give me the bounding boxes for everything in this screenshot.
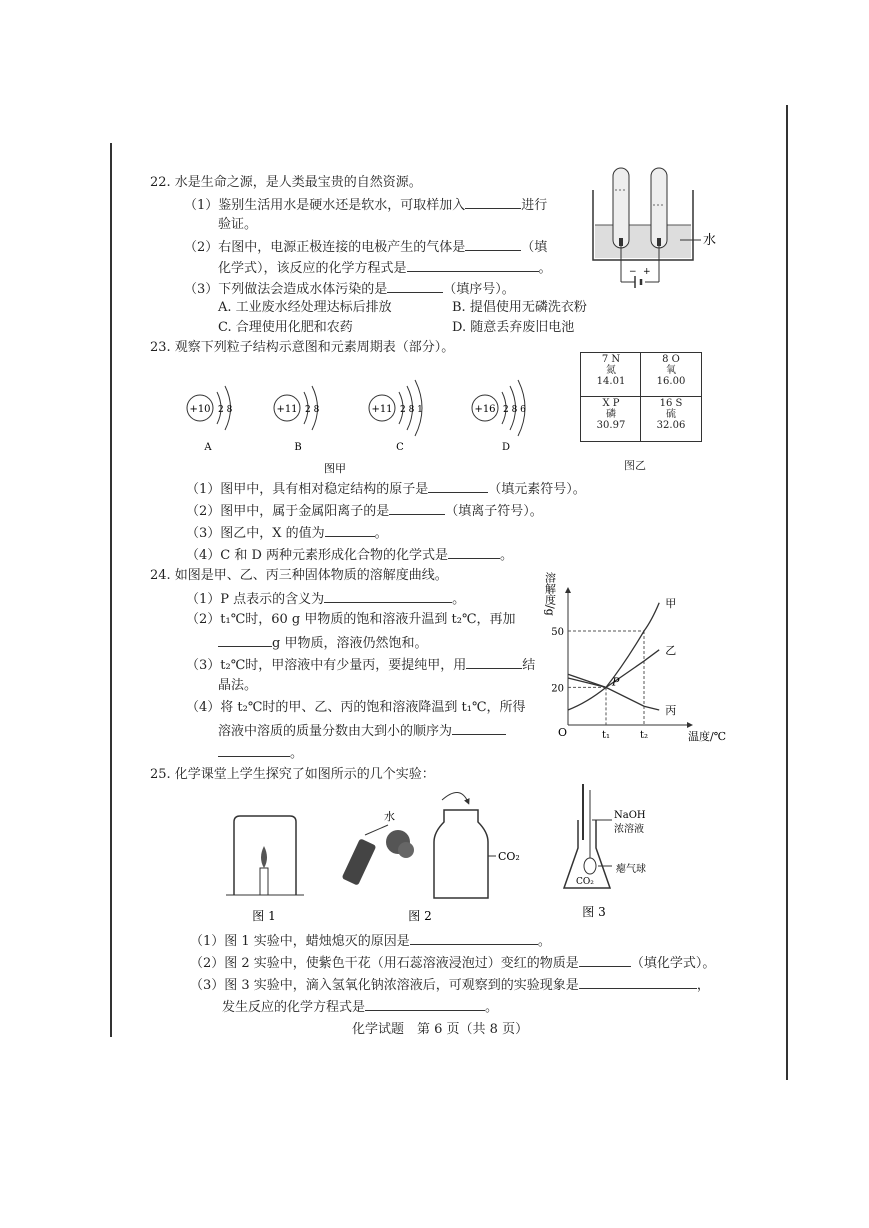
q22-part1: （1）鉴别生活用水是硬水还是软水，可取样加入 进行: [184, 198, 548, 213]
svg-text:2 8: 2 8: [218, 405, 233, 415]
svg-text:C: C: [396, 442, 404, 453]
q23-blank-1[interactable]: [428, 480, 488, 493]
q22-blank-3[interactable]: [407, 259, 539, 272]
fig-jia-label: 图甲: [324, 462, 346, 475]
atom-structure-diagrams: [170, 378, 550, 478]
point-p-label: P: [612, 675, 620, 689]
svg-text:2 8: 2 8: [305, 405, 320, 415]
x-tick-1: t₁: [601, 730, 611, 741]
periodic-table: [580, 352, 702, 442]
q24-part3: （3）t₂℃时，甲溶液中有少量丙，要提纯甲，用 结: [186, 658, 536, 673]
svg-text:A: A: [204, 442, 212, 453]
q25-blank-2[interactable]: [579, 954, 631, 967]
q24-part3-cont: 晶法。: [218, 678, 258, 693]
svg-text:2 8 6: 2 8 6: [503, 405, 526, 415]
q23-blank-3[interactable]: [325, 524, 375, 537]
q22-blank-4[interactable]: [387, 280, 443, 293]
series-label-2: 乙: [665, 643, 677, 657]
q24-part2: （2）t₁℃时，60 g 甲物质的饱和溶液升温到 t₂℃，再加: [186, 612, 516, 627]
q23-part2: （2）图甲中，属于金属阳离子的是 （填离子符号）。: [186, 504, 543, 519]
q22-option-b: B. 提倡使用无磷洗衣粉: [452, 300, 587, 315]
right-margin-line: [786, 105, 788, 1080]
q24-blank-4[interactable]: [452, 722, 506, 735]
fig2-co2-bottle: [342, 792, 520, 923]
svg-text:图 3: 图 3: [582, 905, 606, 919]
svg-text:图 2: 图 2: [408, 909, 432, 923]
q22-blank-2[interactable]: [465, 238, 521, 251]
svg-text:−: −: [629, 267, 637, 277]
q22-option-d: D. 随意丢弃废旧电池: [452, 320, 575, 335]
svg-text:D: D: [501, 442, 511, 453]
q24-blank-1[interactable]: [324, 590, 452, 603]
y-axis-label: 溶解度/g: [543, 572, 557, 616]
q22-option-c: C. 合理使用化肥和农药: [218, 320, 353, 335]
q25-title: 25. 化学课堂上学生探究了如图所示的几个实验：: [150, 767, 435, 782]
q24-part4-cont: 溶液中溶质的质量分数由大到小的顺序为: [218, 722, 506, 740]
q24-blank-3[interactable]: [466, 656, 522, 669]
svg-text:+11: +11: [276, 404, 298, 415]
origin-label: O: [558, 726, 568, 739]
svg-text:+: +: [643, 267, 651, 277]
q22-part1-cont: 验证。: [218, 217, 258, 232]
fig-yi-label: 图乙: [624, 459, 646, 472]
cell-n: 7 N 氮 14.01: [596, 354, 626, 387]
q23-title: 23. 观察下列粒子结构示意图和元素周期表（部分）。: [150, 340, 455, 355]
svg-text:瘪气球: 瘪气球: [616, 864, 646, 875]
cell-p: X P 磷 30.97: [596, 398, 626, 431]
svg-text:+11: +11: [371, 404, 393, 415]
page-footer: 化学试题 第 6 页（共 8 页）: [352, 1022, 529, 1037]
svg-text:B: B: [294, 442, 302, 453]
q23-part3: （3）图乙中，X 的值为 。: [186, 526, 388, 541]
atom-a: [187, 386, 233, 453]
curve-1: [568, 603, 659, 710]
svg-text:浓溶液: 浓溶液: [614, 824, 644, 835]
q24-blank-2[interactable]: [218, 634, 272, 647]
electrolysis-diagram: [585, 160, 735, 300]
fig3-flask: [564, 784, 646, 919]
q23-blank-4[interactable]: [448, 546, 500, 559]
q22-blank-1[interactable]: [465, 196, 521, 209]
svg-text:+16: +16: [474, 404, 496, 415]
q25-blank-4[interactable]: [365, 998, 485, 1011]
q25-blank-1[interactable]: [410, 932, 538, 945]
q24-part2-cont: g 甲物质，溶液仍然饱和。: [218, 634, 427, 652]
q22-part3: （3）下列做法会造成水体污染的是 （填序号）。: [184, 282, 515, 297]
q23-part1: （1）图甲中，具有相对稳定结构的原子是 （填元素符号）。: [186, 482, 586, 497]
svg-text:2 8 1: 2 8 1: [400, 405, 423, 415]
q22-option-a: A. 工业废水经处理达标后排放: [218, 300, 392, 315]
y-tick-50: 50: [551, 627, 564, 638]
left-margin-line: [110, 143, 112, 1037]
q24-part4-end: 。: [218, 744, 303, 762]
q24-blank-5[interactable]: [218, 744, 290, 757]
svg-text:CO₂: CO₂: [498, 850, 520, 863]
q25-part3-cont: 发生反应的化学方程式是 。: [222, 1000, 499, 1015]
series-label-1: 甲: [665, 596, 677, 610]
experiment-figures: [220, 780, 650, 930]
q25-part2: （2）图 2 实验中，使紫色干花（用石蕊溶液浸泡过）变红的物质是 （填化学式）。: [190, 956, 716, 971]
svg-text:NaOH: NaOH: [614, 810, 646, 821]
q22-title: 22. 水是生命之源，是人类最宝贵的自然资源。: [150, 175, 422, 190]
svg-text:CO₂: CO₂: [576, 877, 594, 887]
q25-part3: （3）图 3 实验中，滴入氢氧化钠浓溶液后，可观察到的实验现象是 ，: [190, 978, 710, 993]
svg-text:图 1: 图 1: [252, 909, 276, 923]
cell-o: 8 O 氧 16.00: [656, 354, 686, 387]
water-label: 水: [703, 233, 717, 248]
q22-part2-cont: 化学式），该反应的化学方程式是 。: [218, 261, 552, 276]
q24-part4: （4）将 t₂℃时的甲、乙、丙的饱和溶液降温到 t₁℃，所得: [186, 700, 526, 715]
q25-blank-3[interactable]: [579, 976, 697, 989]
cell-s: 16 S 硫 32.06: [656, 398, 686, 431]
fig1-candle-jar: [226, 816, 304, 923]
x-tick-2: t₂: [639, 730, 649, 741]
svg-text:水: 水: [384, 810, 395, 823]
q22-part2: （2）右图中，电源正极连接的电极产生的气体是 （填: [184, 240, 548, 255]
q23-blank-2[interactable]: [389, 502, 445, 515]
q24-title: 24. 如图是甲、乙、丙三种固体物质的溶解度曲线。: [150, 568, 448, 583]
atom-b: [274, 386, 320, 453]
series-label-3: 丙: [665, 703, 677, 717]
q25-part1: （1）图 1 实验中，蜡烛熄灭的原因是 。: [190, 934, 551, 949]
x-axis-label: 温度/℃: [688, 730, 727, 743]
q23-part4: （4）C 和 D 两种元素形成化合物的化学式是 。: [186, 548, 514, 563]
y-tick-20: 20: [551, 683, 564, 695]
q24-part1: （1）P 点表示的含义为 。: [186, 592, 466, 607]
solubility-chart: [538, 560, 738, 750]
svg-text:+10: +10: [189, 404, 211, 415]
atom-d: [472, 380, 526, 453]
atom-c: [369, 380, 423, 453]
